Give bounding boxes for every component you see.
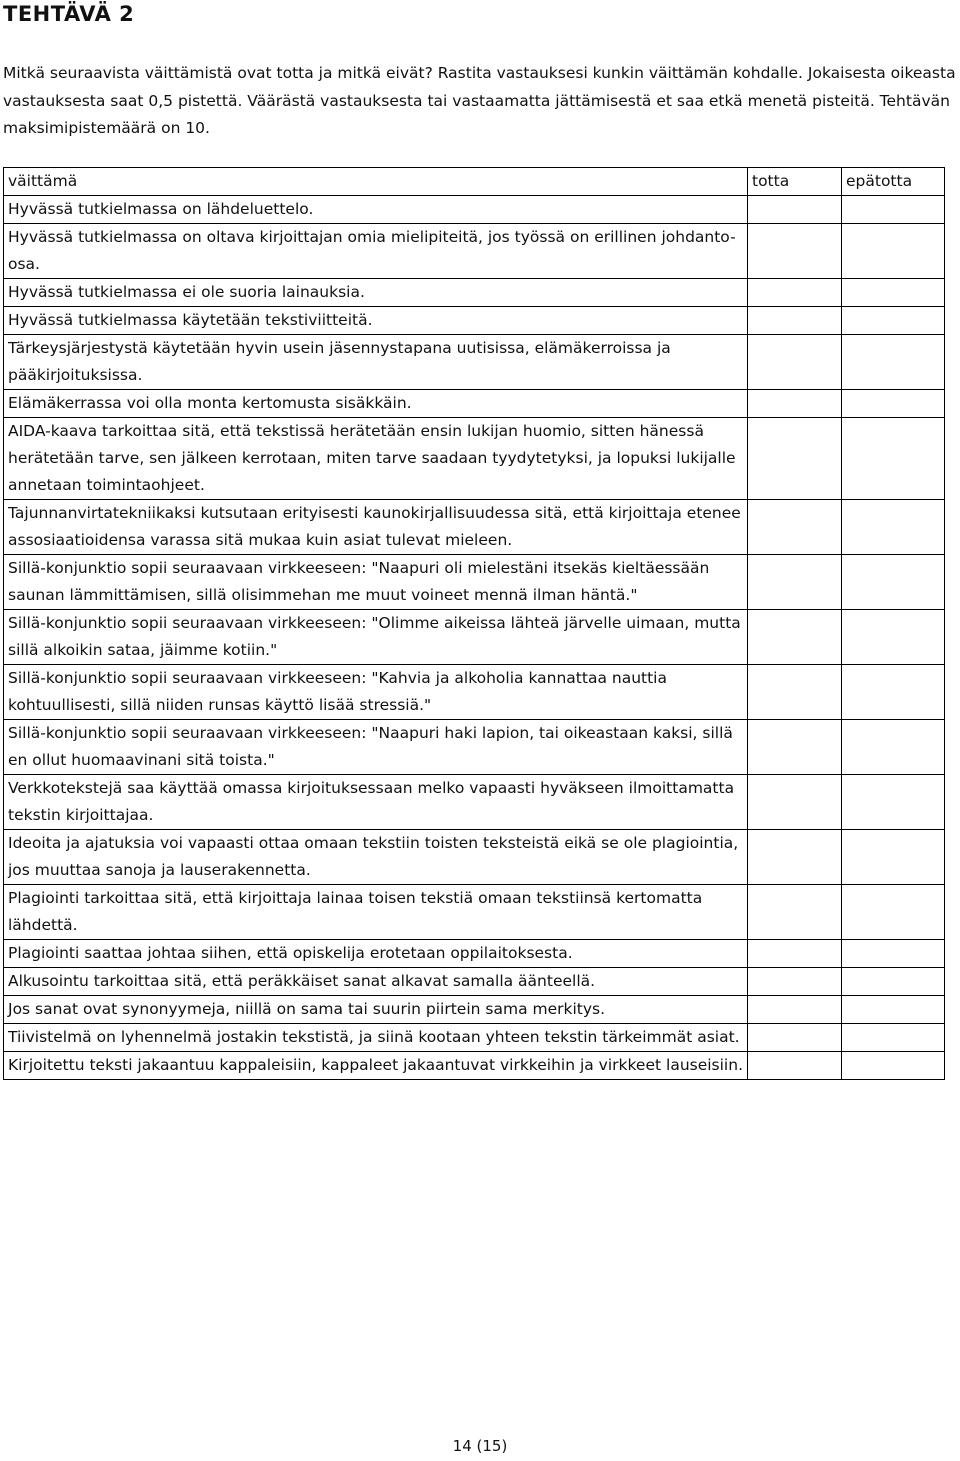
true-checkbox-cell[interactable]	[748, 279, 842, 307]
false-checkbox-cell[interactable]	[842, 279, 945, 307]
true-checkbox-cell[interactable]	[748, 610, 842, 665]
table-row	[4, 307, 945, 335]
true-checkbox-cell[interactable]	[748, 224, 842, 279]
header-true: totta	[748, 168, 842, 196]
statement-text: Jos sanat ovat synonyymeja, niillä on sama tai suurin piirtein sama merkitys.	[4, 996, 748, 1024]
table-row	[4, 418, 945, 500]
false-checkbox-cell[interactable]	[842, 720, 945, 775]
statement-text: Elämäkerrassa voi olla monta kertomusta sisäkkäin.	[4, 390, 748, 418]
table-row	[4, 224, 945, 279]
table-row	[4, 390, 945, 418]
false-checkbox-cell[interactable]	[842, 968, 945, 996]
false-checkbox-cell[interactable]	[842, 555, 945, 610]
table-row	[4, 830, 945, 885]
table-row	[4, 996, 945, 1024]
false-checkbox-cell[interactable]	[842, 775, 945, 830]
table-row	[4, 885, 945, 940]
false-checkbox-cell[interactable]	[842, 196, 945, 224]
statement-text: Kirjoitettu teksti jakaantuu kappaleisiin, kappaleet jakaantuvat virkkeihin ja virkkeet lauseisiin.	[4, 1052, 748, 1080]
statement-text: Sillä-konjunktio sopii seuraavaan virkkeeseen: "Kahvia ja alkoholia kannattaa nauttia kohtuullisesti, sillä niiden runsas käyttö lisää stressiä."	[4, 665, 748, 720]
statement-text: Plagiointi tarkoittaa sitä, että kirjoittaja lainaa toisen tekstiä omaan tekstiinsä kertomatta lähdettä.	[4, 885, 748, 940]
header-statement: väittämä	[4, 168, 748, 196]
true-checkbox-cell[interactable]	[748, 885, 842, 940]
statement-text: Tiivistelmä on lyhennelmä jostakin tekstistä, ja siinä kootaan yhteen tekstin tärkeimmät asiat.	[4, 1024, 748, 1052]
true-checkbox-cell[interactable]	[748, 720, 842, 775]
false-checkbox-cell[interactable]	[842, 1052, 945, 1080]
true-checkbox-cell[interactable]	[748, 830, 842, 885]
statement-text: Sillä-konjunktio sopii seuraavaan virkkeeseen: "Naapuri oli mielestäni itsekäs kieltäessään saunan lämmittämisen, sillä olisimmehan me muut voineet mennä ilman häntä."	[4, 555, 748, 610]
statement-text: Ideoita ja ajatuksia voi vapaasti ottaa omaan tekstiin toisten teksteistä eikä se ole plagiointia, jos muuttaa sanoja ja lauserakennetta.	[4, 830, 748, 885]
table-row	[4, 555, 945, 610]
false-checkbox-cell[interactable]	[842, 307, 945, 335]
false-checkbox-cell[interactable]	[842, 224, 945, 279]
statement-text: Hyvässä tutkielmassa käytetään tekstiviitteitä.	[4, 307, 748, 335]
statement-text: Sillä-konjunktio sopii seuraavaan virkkeeseen: "Olimme aikeissa lähteä järvelle uimaan, mutta sillä alkoikin sataa, jäimme kotiin."	[4, 610, 748, 665]
true-checkbox-cell[interactable]	[748, 307, 842, 335]
table-row	[4, 335, 945, 390]
statement-text: Hyvässä tutkielmassa on oltava kirjoittajan omia mielipiteitä, jos työssä on erillinen johdanto-osa.	[4, 224, 748, 279]
true-checkbox-cell[interactable]	[748, 196, 842, 224]
header-false: epätotta	[842, 168, 945, 196]
false-checkbox-cell[interactable]	[842, 500, 945, 555]
table-header-row	[4, 168, 945, 196]
true-checkbox-cell[interactable]	[748, 335, 842, 390]
page-title: TEHTÄVÄ 2	[3, 2, 135, 26]
table-row	[4, 1024, 945, 1052]
statement-table	[3, 167, 945, 1080]
table-row	[4, 720, 945, 775]
statement-text: Plagiointi saattaa johtaa siihen, että opiskelija erotetaan oppilaitoksesta.	[4, 940, 748, 968]
statement-text: Alkusointu tarkoittaa sitä, että peräkkäiset sanat alkavat samalla äänteellä.	[4, 968, 748, 996]
false-checkbox-cell[interactable]	[842, 390, 945, 418]
false-checkbox-cell[interactable]	[842, 610, 945, 665]
false-checkbox-cell[interactable]	[842, 885, 945, 940]
statement-text: Verkkotekstejä saa käyttää omassa kirjoituksessaan melko vapaasti hyväkseen ilmoittamatta tekstin kirjoittajaa.	[4, 775, 748, 830]
table-row	[4, 279, 945, 307]
true-checkbox-cell[interactable]	[748, 1024, 842, 1052]
false-checkbox-cell[interactable]	[842, 830, 945, 885]
statement-text: Hyvässä tutkielmassa on lähdeluettelo.	[4, 196, 748, 224]
true-checkbox-cell[interactable]	[748, 418, 842, 500]
table-row	[4, 968, 945, 996]
true-checkbox-cell[interactable]	[748, 775, 842, 830]
table-row	[4, 1052, 945, 1080]
statement-text: AIDA-kaava tarkoittaa sitä, että tekstissä herätetään ensin lukijan huomio, sitten hänessä herätetään tarve, sen jälkeen kerrotaan, miten tarve saadaan tyydytetyksi, ja lopuksi lukijalle annetaan toimintaohjeet.	[4, 418, 748, 500]
table-row	[4, 610, 945, 665]
true-checkbox-cell[interactable]	[748, 968, 842, 996]
statement-text: Tajunnanvirtatekniikaksi kutsutaan erityisesti kaunokirjallisuudessa sitä, että kirjoittaja etenee assosiaatioidensa varassa sitä mukaa kuin asiat tulevat mieleen.	[4, 500, 748, 555]
true-checkbox-cell[interactable]	[748, 500, 842, 555]
statement-text: Sillä-konjunktio sopii seuraavaan virkkeeseen: "Naapuri haki lapion, tai oikeastaan kaksi, sillä en ollut huomaavinani sitä toista."	[4, 720, 748, 775]
true-checkbox-cell[interactable]	[748, 1052, 842, 1080]
instructions-text: Mitkä seuraavista väittämistä ovat totta ja mitkä eivät? Rastita vastauksesi kunkin väittämän kohdalle. Jokaisesta oikeasta vastauksesta saat 0,5 pistettä. Väärästä vastauksesta tai vastaamatta jättämisestä et saa etkä menetä pisteitä. Tehtävän maksimipistemäärä on 10.	[3, 64, 956, 137]
true-checkbox-cell[interactable]	[748, 940, 842, 968]
false-checkbox-cell[interactable]	[842, 665, 945, 720]
true-checkbox-cell[interactable]	[748, 390, 842, 418]
table-row	[4, 775, 945, 830]
true-checkbox-cell[interactable]	[748, 996, 842, 1024]
statement-text: Tärkeysjärjestystä käytetään hyvin usein jäsennystapana uutisissa, elämäkerroissa ja pääkirjoituksissa.	[4, 335, 748, 390]
false-checkbox-cell[interactable]	[842, 335, 945, 390]
true-checkbox-cell[interactable]	[748, 665, 842, 720]
page-number: 14 (15)	[452, 1437, 508, 1455]
table-row	[4, 940, 945, 968]
table-row	[4, 196, 945, 224]
false-checkbox-cell[interactable]	[842, 996, 945, 1024]
false-checkbox-cell[interactable]	[842, 418, 945, 500]
table-row	[4, 500, 945, 555]
statement-text: Hyvässä tutkielmassa ei ole suoria lainauksia.	[4, 279, 748, 307]
false-checkbox-cell[interactable]	[842, 1024, 945, 1052]
false-checkbox-cell[interactable]	[842, 940, 945, 968]
true-checkbox-cell[interactable]	[748, 555, 842, 610]
table-row	[4, 665, 945, 720]
